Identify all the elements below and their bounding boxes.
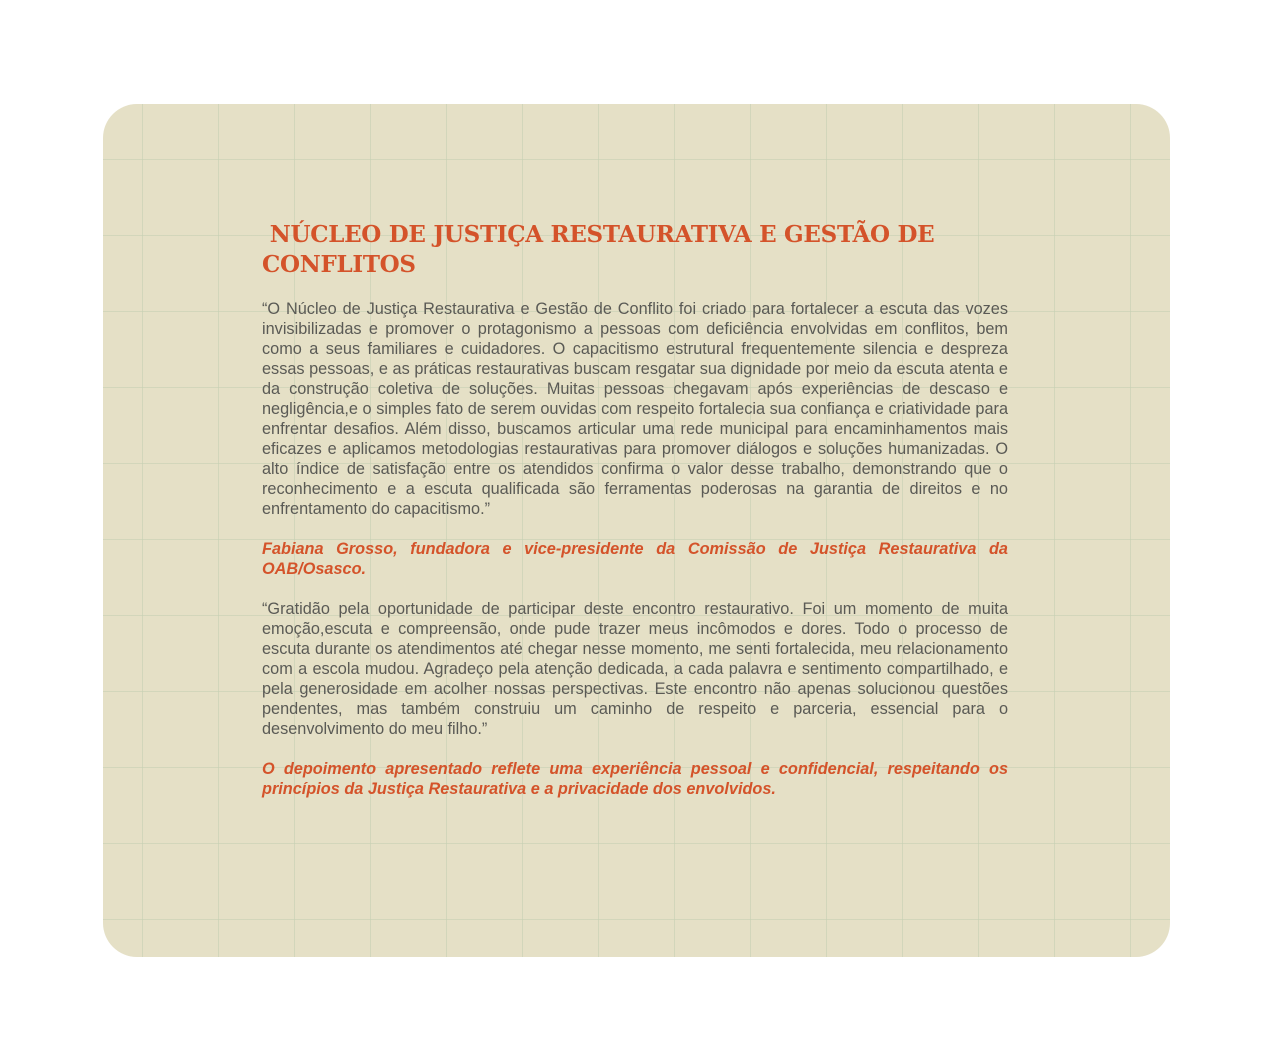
content-card [103, 104, 1170, 957]
testimonial-quote-participant: “Gratidão pela oportunidade de participar deste encontro restaurativo. Foi um momento de muita emoção,escuta e compreensão, onde pude trazer meus incômodos e dores. Todo o processo de escuta durante os atendimentos até chegar nesse momento, me senti fortalecida, meu relacionamento com a escola mudou. Agradeço pela atenção dedicada, a cada palavra e sentimento compartilhado, e pela generosidade em acolher nossas perspectivas. Este encontro não apenas solucionou questões pendentes, mas também construiu um caminho de respeito e parceria, essencial para o desenvolvimento do meu filho.” [262, 600, 1008, 738]
article [262, 220, 1008, 799]
testimonial-quote-founder: “O Núcleo de Justiça Restaurativa e Gestão de Conflito foi criado para fortalecer a escuta das vozes invisibilizadas e promover o protagonismo a pessoas com deficiência envolvidas em conflitos, bem como a seus familiares e cuidadores. O capacitismo estrutural frequentemente silencia e despreza essas pessoas, e as práticas restaurativas buscam resgatar sua dignidade por meio da escuta atenta e da construção coletiva de soluções. Muitas pessoas chegavam após experiências de descaso e negligência,e o simples fato de serem ouvidas com respeito fortalecia sua confiança e criatividade para enfrentar desafios. Além disso, buscamos articular uma rede municipal para encaminhamentos mais eficazes e aplicamos metodologias restaurativas para promover diálogos e soluções humanizadas. O alto índice de satisfação entre os atendidos confirma o valor desse trabalho, demonstrando que o reconhecimento e a escuta qualificada são ferramentas poderosas na garantia de direitos e no enfrentamento do capacitismo.” [262, 300, 1008, 518]
testimonial-attribution-founder: Fabiana Grosso, fundadora e vice-presidente da Comissão de Justiça Restaurativa da OAB/Osasco. [262, 540, 1008, 578]
page-title: NÚCLEO DE JUSTIÇA RESTAURATIVA E GESTÃO DE CONFLITOS [262, 221, 943, 278]
confidentiality-note: O depoimento apresentado reflete uma experiência pessoal e confidencial, respeitando os princípios da Justiça Restaurativa e a privacidade dos envolvidos. [262, 760, 1008, 798]
